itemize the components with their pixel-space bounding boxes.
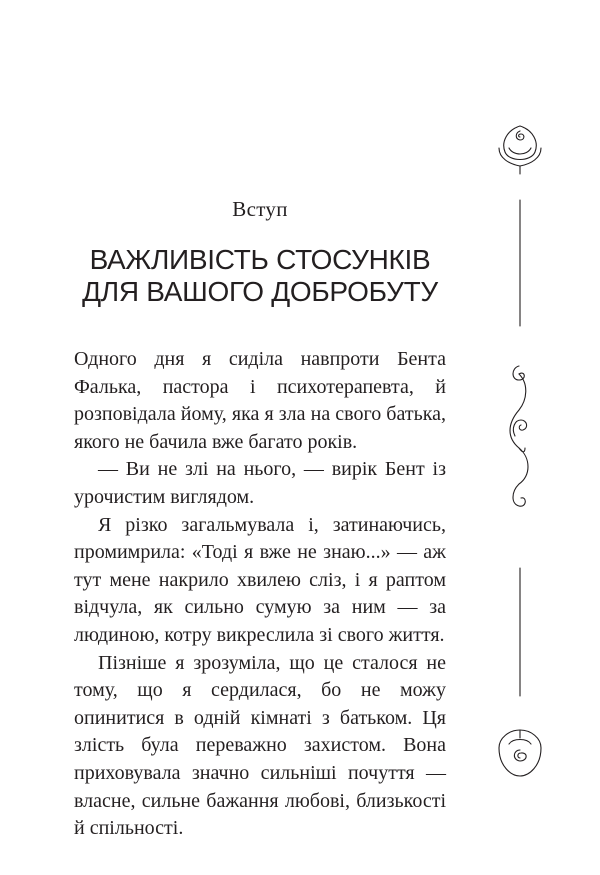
chapter-title-line: ДЛЯ ВАШОГО ДОБРОБУТУ [82,276,438,307]
paragraph: Пізніше я зрозуміла, що це сталося не тому, що я сердилася, бо не можу опинитися в одній кімнаті з батьком. Ця злість була переважно захистом. Вона приховувала значно сильніші почуття — власне, сильне бажання любові, близькості й спільності. [74,651,446,840]
chapter-title [0,244,520,308]
chapter-title-line: ВАЖЛИВІСТЬ СТОСУНКІВ [89,244,431,275]
paragraph: Одного дня я сиділа навпроти Бента Фалька, пастора і психотерапевта, й розповідала йому, яка я зла на свого батька, якого не бачила вже багато років. [74,348,446,453]
rosebud-icon [499,126,541,174]
paragraph: Я різко загальмувала і, затинаючись, промимрила: «Тоді я вже не знаю...» — аж тут мене накрило хвилею сліз, і я раптом відчула, як сильно сумую за ним — за людиною, котру викреслила зі свого життя. [74,513,446,646]
body-text [74,346,446,843]
swirl-icon [510,366,528,506]
chapter-label: Вступ [232,197,288,221]
paragraph: — Ви не злі на нього, — вирік Бент із урочистим виглядом. [74,458,446,508]
rosebud-icon [499,730,541,776]
decorative-border [485,118,555,788]
